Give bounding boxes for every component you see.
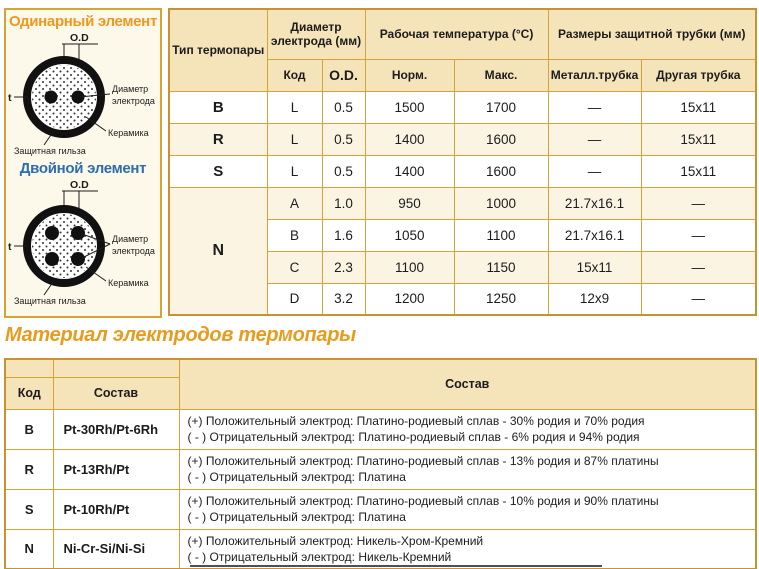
spec-cell-max: 1250 (454, 283, 548, 315)
material-header-composition: Состав (53, 377, 179, 409)
material-row-R (5, 449, 756, 489)
single-element-title: Одинарный элемент (9, 13, 157, 30)
spec-cell-code: L (267, 91, 322, 123)
spec-cell-code: L (267, 155, 322, 187)
spec-row-R (169, 123, 756, 155)
material-header-spacer (53, 359, 179, 377)
material-row-N (5, 529, 756, 569)
single-element-diagram (6, 31, 160, 157)
ceramic-fill (32, 214, 96, 278)
material-cell-code: S (5, 489, 53, 529)
material-row-B (5, 409, 756, 449)
ceramic-label: Керамика (108, 128, 149, 138)
spec-cell-code: B (267, 219, 322, 251)
spec-cell-norm: 1400 (365, 123, 454, 155)
spec-header-metal-tube: Металл.трубка (548, 59, 641, 91)
spec-cell-code: L (267, 123, 322, 155)
spec-cell-metal: 12x9 (548, 283, 641, 315)
spec-cell-other: — (641, 251, 756, 283)
spec-cell-type: R (169, 123, 267, 155)
spec-cell-max: 1700 (454, 91, 548, 123)
spec-cell-od: 1.0 (322, 187, 365, 219)
negative-electrode-text: ( - ) Отрицательный электрод: Платина (187, 470, 406, 484)
spec-cell-metal: — (548, 155, 641, 187)
material-cell-composition: Pt-13Rh/Pt (53, 449, 179, 489)
electrode-dot (45, 226, 59, 240)
spec-cell-norm: 1200 (365, 283, 454, 315)
spec-header-od: O.D. (322, 59, 365, 91)
sheath-label: Защитная гильза (14, 296, 86, 306)
spec-cell-od: 3.2 (322, 283, 365, 315)
spec-row-S (169, 155, 756, 187)
material-header-spacer (5, 359, 53, 377)
spec-cell-other: 15x11 (641, 91, 756, 123)
od-dimension-label: O.D (70, 179, 89, 191)
negative-electrode-text: ( - ) Отрицательный электрод: Платино-родиевый сплав - 6% родия и 94% родия (187, 430, 640, 444)
material-header-composition-full: Состав (179, 359, 756, 409)
positive-electrode-text: (+) Положительный электрод: Никель-Хром-Кремний (187, 533, 484, 548)
spec-header-norm: Норм. (365, 59, 454, 91)
spec-header-max: Макс. (454, 59, 548, 91)
electrode-material-table (4, 358, 757, 569)
material-cell-composition: Pt-10Rh/Pt (53, 489, 179, 529)
spec-cell-max: 1600 (454, 155, 548, 187)
electrode-dot (71, 252, 85, 266)
spec-cell-metal: 21.7x16.1 (548, 187, 641, 219)
material-cell-description (179, 529, 756, 569)
spec-cell-od: 0.5 (322, 91, 365, 123)
spec-cell-od: 0.5 (322, 123, 365, 155)
material-cell-code: N (5, 529, 53, 569)
double-element-diagram (6, 178, 160, 310)
material-cell-description (179, 449, 756, 489)
electrode-diameter-label2: электрода (112, 246, 155, 256)
ceramic-fill (32, 65, 96, 129)
spec-cell-type: S (169, 155, 267, 187)
spec-header-code: Код (267, 59, 322, 91)
spec-cell-other: — (641, 283, 756, 315)
spec-cell-max: 1100 (454, 219, 548, 251)
t-dimension-label: t (8, 92, 12, 104)
spec-cell-max: 1600 (454, 123, 548, 155)
spec-header-tube: Размеры защитной трубки (мм) (548, 9, 756, 59)
thermocouple-spec-table (168, 8, 757, 316)
ceramic-label: Керамика (108, 278, 149, 288)
positive-electrode-text: (+) Положительный электрод: Платино-родиевый сплав - 30% родия и 70% родия (187, 414, 645, 428)
spec-row-B (169, 91, 756, 123)
electrode-dot (45, 252, 59, 266)
spec-row-N-A (169, 187, 756, 219)
spec-header-work-temp: Рабочая температура (°C) (365, 9, 548, 59)
spec-cell-metal: 21.7x16.1 (548, 219, 641, 251)
positive-electrode-text: (+) Положительный электрод: Платино-родиевый сплав - 10% родия и 90% платины (187, 494, 659, 508)
spec-cell-norm: 950 (365, 187, 454, 219)
spec-cell-code: A (267, 187, 322, 219)
spec-cell-metal: — (548, 91, 641, 123)
double-element-title: Двойной элемент (19, 160, 147, 177)
negative-electrode-text: ( - ) Отрицательный электрод: Никель-Кремний (187, 549, 452, 564)
t-dimension-label: t (8, 241, 12, 253)
electrode-dot (71, 226, 85, 240)
material-cell-composition: Ni-Cr-Si/Ni-Si (53, 529, 179, 569)
spec-cell-max: 1000 (454, 187, 548, 219)
electrode-diameter-label: Диаметр (112, 234, 149, 244)
material-section-title: Материал электродов термопары (5, 324, 356, 346)
spec-cell-other: — (641, 219, 756, 251)
spec-cell-norm: 1050 (365, 219, 454, 251)
material-cell-description (179, 489, 756, 529)
spec-cell-norm: 1400 (365, 155, 454, 187)
material-header-code: Код (5, 377, 53, 409)
spec-cell-norm: 1500 (365, 91, 454, 123)
spec-cell-type: B (169, 91, 267, 123)
page-bottom-rule (190, 565, 602, 567)
spec-header-other-tube: Другая трубка (641, 59, 756, 91)
spec-header-diameter: Диаметр электрода (мм) (267, 9, 365, 59)
sheath-label: Защитная гильза (14, 146, 86, 156)
spec-cell-code: C (267, 251, 322, 283)
spec-cell-code: D (267, 283, 322, 315)
element-diagrams-panel (4, 8, 162, 318)
positive-electrode-text: (+) Положительный электрод: Платино-родиевый сплав - 13% родия и 87% платины (187, 454, 659, 468)
negative-electrode-text: ( - ) Отрицательный электрод: Платина (187, 510, 406, 524)
spec-cell-metal: — (548, 123, 641, 155)
spec-cell-other: 15x11 (641, 155, 756, 187)
spec-cell-od: 0.5 (322, 155, 365, 187)
material-cell-code: R (5, 449, 53, 489)
spec-cell-type-N: N (169, 187, 267, 315)
electrode-diameter-label: Диаметр (112, 84, 149, 94)
spec-cell-other: 15x11 (641, 123, 756, 155)
spec-cell-od: 2.3 (322, 251, 365, 283)
spec-cell-max: 1150 (454, 251, 548, 283)
spec-cell-norm: 1100 (365, 251, 454, 283)
spec-header-type: Тип термопары (169, 9, 267, 91)
electrode-diameter-label2: электрода (112, 96, 155, 106)
material-cell-code: B (5, 409, 53, 449)
spec-cell-od: 1.6 (322, 219, 365, 251)
material-cell-composition: Pt-30Rh/Pt-6Rh (53, 409, 179, 449)
electrode-dot (45, 91, 58, 104)
material-row-S (5, 489, 756, 529)
spec-cell-other: — (641, 187, 756, 219)
material-cell-description (179, 409, 756, 449)
spec-cell-metal: 15x11 (548, 251, 641, 283)
od-dimension-label: O.D (70, 32, 89, 44)
